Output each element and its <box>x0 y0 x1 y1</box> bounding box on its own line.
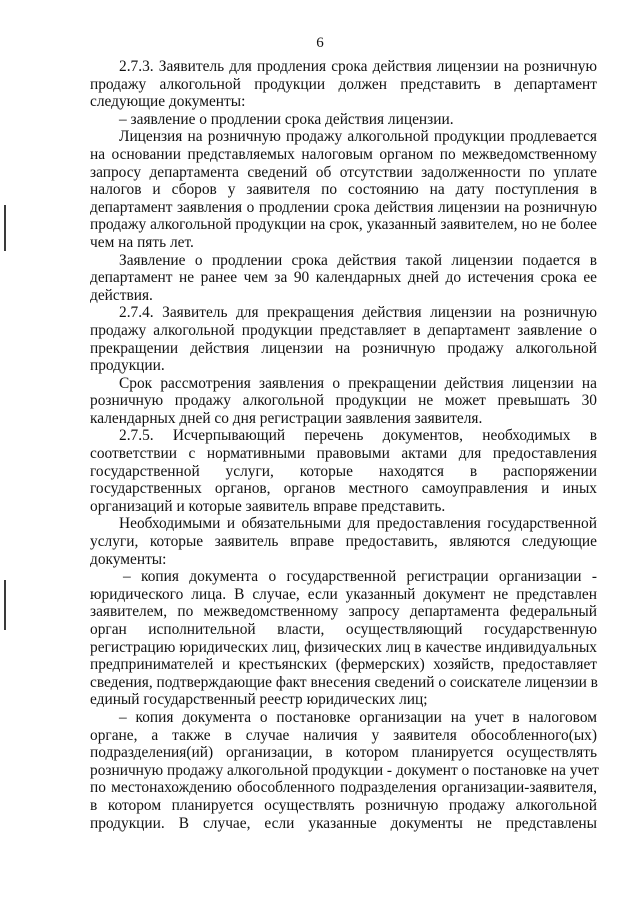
text-line: продажу алкогольной продукции представляет в департамент заявление о <box>90 321 597 339</box>
text-line: Лицензия на розничную продажу алкогольной продукции продлевается <box>119 128 597 146</box>
text-line: прекращении действия лицензии на розничную продажу алкогольной <box>90 339 597 357</box>
text-line: продажу алкогольной продукции на срок, указанный заявителем, но не более <box>90 216 597 234</box>
text-line: – копия документа о постановке организации на учет в налоговом <box>119 708 597 726</box>
text-line: по местонахождению обособленного подразделения организации-заявителя, <box>90 779 597 797</box>
text-line: регистрацию юридических лиц, физических лиц в качестве индивидуальных <box>90 638 597 656</box>
text-line: – копия документа о государственной регистрации организации - <box>123 568 597 586</box>
text-line: продукции. В случае, если указанные документы не представлены <box>90 814 597 832</box>
text-line: на основании представляемых налоговым органом по межведомственному <box>90 145 597 163</box>
text-line: государственной услуги, которые находятся в распоряжении <box>90 462 597 480</box>
text-line: розничную продажу алкогольной продукции не может превышать 30 <box>90 392 597 410</box>
text-line: документы: <box>90 550 167 568</box>
page-number: 6 <box>316 35 324 51</box>
text-line: предпринимателей и крестьянских (фермерских) хозяйств, предоставляет <box>90 656 597 674</box>
text-line: организаций и которые заявитель вправе представить. <box>90 497 446 515</box>
text-line: календарных дней со дня регистрации заявления заявителя. <box>90 409 483 427</box>
text-line: департамент не ранее чем за 90 календарных дней до истечения срока ее <box>90 269 597 287</box>
text-line: Необходимыми и обязательными для предоставления государственной <box>119 515 597 533</box>
text-line: 2.7.5. Исчерпывающий перечень документов, необходимых в <box>119 427 597 445</box>
text-line: заявителем, по межведомственному запросу департамента федеральный <box>90 603 597 621</box>
text-line: действия. <box>90 286 153 304</box>
text-line: продажу алкогольной продукции должен представить в департамент <box>90 75 597 93</box>
text-line: подразделения(ий) организации, в котором планируется осуществлять <box>90 744 597 762</box>
text-line: департамент заявления о продлении срока действия лицензии на розничную <box>90 198 597 216</box>
text-line: 2.7.3. Заявитель для продления срока действия лицензии на розничную <box>119 58 597 75</box>
text-line: государственных органов, органов местного самоуправления и иных <box>90 480 597 498</box>
text-line: Срок рассмотрения заявления о прекращении действия лицензии на <box>119 374 597 392</box>
text-line: следующие документы: <box>90 93 246 111</box>
text-line: юридического лица. В случае, если указанный документ не представлен <box>90 585 597 603</box>
text-line: орган исполнительной власти, осуществляющий государственную <box>90 621 597 638</box>
text-line: чем на пять лет. <box>90 233 194 251</box>
document-body <box>90 58 597 832</box>
text-line: органе, а также в случае наличия у заявителя обособленного(ых) <box>90 726 597 744</box>
text-line: – заявление о продлении срока действия лицензии. <box>119 110 454 128</box>
text-line: продукции. <box>90 357 165 375</box>
text-line: соответствии с нормативными правовыми актами для предоставления <box>90 445 597 463</box>
text-line: услуги, которые заявитель вправе предоставить, являются следующие <box>90 533 597 551</box>
text-line: запросу департамента сведений об отсутствии задолженности по уплате <box>90 163 597 181</box>
text-line: 2.7.4. Заявитель для прекращения действия лицензии на розничную <box>119 304 597 322</box>
margin-scan-mark <box>4 205 6 251</box>
margin-scan-mark <box>4 580 6 630</box>
text-line: сведения, подтверждающие факт внесения сведений о соискателе лицензии в <box>90 673 598 691</box>
text-line: Заявление о продлении срока действия такой лицензии подается в <box>119 251 597 269</box>
text-line: единый государственный реестр юридических лиц; <box>90 691 428 709</box>
text-line: в котором планируется осуществлять розничную продажу алкогольной <box>90 796 597 814</box>
text-line: розничную продажу алкогольной продукции - документ о постановке на учет <box>90 761 599 779</box>
text-line: налогов и сборов у заявителя по состоянию на дату поступления в <box>90 181 597 199</box>
